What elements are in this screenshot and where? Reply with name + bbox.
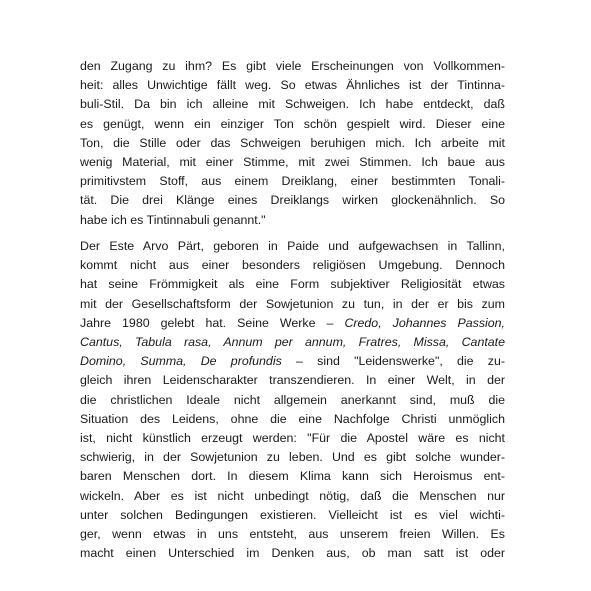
text-line: wenig Material, mit einer Stimme, mit zwei Stimmen. Ich baue aus [80, 155, 505, 170]
text-line [80, 352, 505, 371]
text-segment: – sind "Leidenswerke", die zu- [281, 354, 505, 369]
text-line: tät. Die drei Klänge eines Dreiklangs wirken glockenähnlich. So [80, 193, 505, 208]
text-line: Der Este Arvo Pärt, geboren in Paide und aufgewachsen in Tallinn, [80, 239, 505, 253]
text-line: wickeln. Aber es ist nicht unbedingt nötig, daß die Menschen nur [80, 488, 505, 503]
text-line: ger, wenn etwas in uns entsteht, aus unserem freien Willen. Es [80, 527, 505, 542]
text-line: mit der Gesellschaftsform der Sowjetunion zu tun, in der er bis zum [80, 296, 505, 311]
text-line: buli-Stil. Da bin ich alleine mit Schweigen. Ich habe entdeckt, daß [80, 97, 505, 112]
text-line: die christlichen Ideale nicht allgemein anerkannt sind, muß die [80, 392, 505, 407]
work-titles-italic: Credo, Johannes Passion, [344, 315, 505, 330]
text-line: es genügt, wenn ein einziger Ton schön gespielt wird. Dieser eine [80, 116, 505, 131]
text-line: gleich ihren Leidenscharakter transzendieren. In einer Welt, in der [80, 373, 505, 388]
text-line: Situation des Leidens, ohne die eine Nachfolge Christi unmöglich [80, 411, 505, 426]
text-line: primitivstem Stoff, aus einem Dreiklang, einer bestimmten Tonali- [80, 174, 505, 189]
text-line: ist, nicht künstlich erzeugt werden: "Für die Apostel wäre es nicht [80, 431, 505, 446]
paragraph-2 [80, 237, 505, 563]
text-line: unter solchen Bedingungen existieren. Vielleicht ist es viel wichti- [80, 507, 505, 522]
text-line: macht einen Unterschied im Denken aus, ob man satt ist oder [80, 546, 505, 561]
paragraph-1 [80, 57, 505, 230]
work-titles-italic: Cantus, Tabula rasa, Annum per annum, Fratres, Missa, Cantate [80, 335, 505, 350]
text-line: den Zugang zu ihm? Es gibt viele Erscheinungen von Vollkommen- [80, 59, 505, 73]
text-line: heit: alles Unwichtige fällt weg. So etwas Ähnliches ist der Tintinna- [80, 78, 505, 93]
work-titles-italic: Domino, Summa, De profundis [80, 354, 282, 369]
text-line: habe ich es Tintinnabuli genannt." [80, 212, 266, 227]
text-line: schwierig, in der Sowjetunion zu leben. Und es gibt solche wunder- [80, 450, 505, 465]
text-line: Ton, die Stille oder das Schweigen beruhigen mich. Ich arbeite mit [80, 135, 505, 150]
text-line: hat seine Frömmigkeit als eine Form subjektiver Religiosität etwas [80, 277, 505, 292]
text-line: kommt nicht aus einer besonders religiösen Umgebung. Dennoch [80, 258, 505, 273]
text-line [80, 314, 505, 333]
text-segment: Jahre 1980 gelebt hat. Seine Werke – [80, 315, 345, 330]
text-line: baren Menschen dort. In diesem Klima kann sich Heroismus ent- [80, 469, 505, 484]
